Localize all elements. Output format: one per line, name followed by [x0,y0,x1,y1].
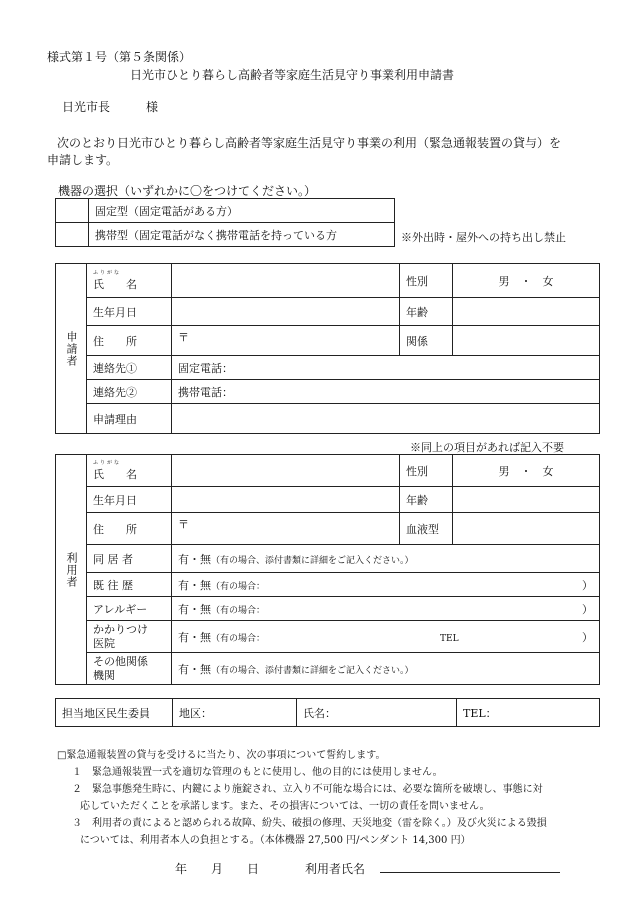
applicant-gender-field[interactable]: 男 ・ 女 [453,264,600,298]
user-table [55,454,600,685]
furigana-label: ふりがな [93,269,122,276]
allergy-choice: 有・無 [178,602,211,616]
signature-date: 年 月 日 [175,862,260,876]
commissioner-district-field[interactable]: 地区： [173,699,297,727]
history-note: （有の場合： [211,581,266,592]
user-allergy-field[interactable] [172,597,600,621]
relation-label: 関係 [400,326,453,356]
contact1-label: 連絡先① [87,356,172,380]
other-agency-choice: 有・無 [178,662,211,676]
cohabitant-note: （有の場合、添付書類に詳細をご記入ください。） [211,555,414,566]
applicant-age-field[interactable] [453,298,600,326]
commissioner-label: 担当地区民生委員 [56,699,173,727]
gender-label: 性別 [400,264,453,298]
user-other-agency-field[interactable] [172,653,600,685]
history-choice: 有・無 [178,578,211,592]
user-age-field[interactable] [453,487,600,513]
device-note: ※外出時・屋外への持ち出し禁止 [401,231,566,244]
device-selection-table [55,198,395,247]
age-label: 年齢 [400,487,453,513]
age-label: 年齢 [400,298,453,326]
commissioner-name-field[interactable]: 氏名： [297,699,457,727]
birthdate-label: 生年月日 [87,298,172,326]
page-title: 日光市ひとり暮らし高齢者等家庭生活見守り事業利用申請書 [130,68,455,82]
pledge-item-3a: ３ 利用者の責によると認められる故障、紛失、破損の修理、天災地変（雷を除く。）及び火災による毀損 [72,818,547,829]
commissioner-tel-field[interactable]: TEL： [457,699,600,727]
applicant-relation-field[interactable] [453,326,600,356]
pledge-heading: □緊急通報装置の貸与を受けるに当たり、次の事項について誓約します。 [57,750,386,761]
blood-type-label: 血液型 [400,513,453,545]
intro-line-1: 次のとおり日光市ひとり暮らし高齢者等家庭生活見守り事業の利用（緊急通報装置の貸与）を [57,136,562,150]
address-label: 住 所 [87,326,172,356]
user-cohabitant-field[interactable] [172,545,600,573]
postal-mark: 〒 [178,331,189,344]
clinic-note: （有の場合： [211,633,266,644]
clinic-choice: 有・無 [178,630,211,644]
cohabitant-choice: 有・無 [178,552,211,566]
device-option-fixed: 固定型（固定電話がある方） [89,199,395,223]
allergy-note: （有の場合： [211,605,266,616]
applicant-birthdate-field[interactable] [172,298,400,326]
other-agency-note: （有の場合、添付書類に詳細をご記入ください。） [211,665,414,676]
user-gender-field[interactable]: 男 ・ 女 [453,455,600,487]
clinic-label-1: かかりつけ [93,622,148,636]
device-selection-heading: 機器の選択（いずれかに〇をつけてください。） [58,184,317,198]
user-birthdate-field[interactable] [172,487,400,513]
signature-line[interactable] [380,860,560,873]
furigana-label: ふりがな [93,459,122,466]
commissioner-table [55,698,600,727]
user-clinic-field[interactable] [172,621,600,653]
other-agency-label-1: その他関係 [93,654,148,668]
pledge-item-3b: については、利用者本人の負担とする。（本体機器 27,500 円/ペンダント 14,300 円） [80,835,471,846]
device-option-mobile: 携帯型（固定電話がなく携帯電話を持っている方 [89,223,395,247]
pledge-item-1: １ 緊急通報装置一式を適切な管理のもとに使用し、他の目的には使用しません。 [72,767,443,778]
other-agency-label-2: 機関 [93,668,115,682]
applicant-contact1-field[interactable]: 固定電話： [172,356,600,380]
gender-label: 性別 [400,455,453,487]
clinic-tel-label: TEL [440,633,459,644]
user-section-label: 利用者 [56,455,87,685]
applicant-name-field[interactable] [172,264,400,298]
form-number: 様式第１号（第５条関係） [47,50,192,64]
same-note: ※同上の項目があれば記入不要 [410,441,564,454]
pledge-item-2a: ２ 緊急事態発生時に、内鍵により施錠され、立入り不可能な場合には、必要な箇所を破壊し、事態に対 [72,784,543,795]
other-agency-label-cell [87,653,172,685]
device-mobile-checkbox[interactable] [56,223,89,247]
applicant-table [55,263,600,434]
device-fixed-checkbox[interactable] [56,199,89,223]
medical-history-label: 既 往 歴 [87,573,172,597]
name-label: 氏 名 [93,467,137,481]
allergy-label: アレルギー [87,597,172,621]
intro-line-2: 申請します。 [47,153,119,167]
addressee: 日光市長 様 [62,100,159,114]
contact2-label: 連絡先② [87,380,172,404]
applicant-section-label: 申請者 [56,264,87,434]
address-label: 住 所 [87,513,172,545]
user-name-label-cell [87,455,172,487]
reason-label: 申請理由 [87,404,172,434]
pledge-item-2b: 応していただくことを承諾します。また、その損害については、一切の責任を問いません。 [80,801,490,812]
clinic-label-cell [87,621,172,653]
close-paren: ） [582,578,593,592]
applicant-contact2-field[interactable]: 携帯電話： [172,380,600,404]
cohabitant-label: 同 居 者 [87,545,172,573]
applicant-address-field[interactable] [172,326,400,356]
user-address-field[interactable] [172,513,400,545]
name-label: 氏 名 [93,277,137,291]
close-paren: ） [582,602,593,616]
birthdate-label: 生年月日 [87,487,172,513]
applicant-reason-field[interactable] [172,404,600,434]
postal-mark: 〒 [178,518,189,531]
user-medical-history-field[interactable] [172,573,600,597]
clinic-label-2: 医院 [93,636,115,650]
signature-label: 利用者氏名 [305,862,366,876]
close-paren: ） [582,630,593,644]
user-name-field[interactable] [172,455,400,487]
user-blood-type-field[interactable] [453,513,600,545]
applicant-name-label-cell [87,264,172,298]
